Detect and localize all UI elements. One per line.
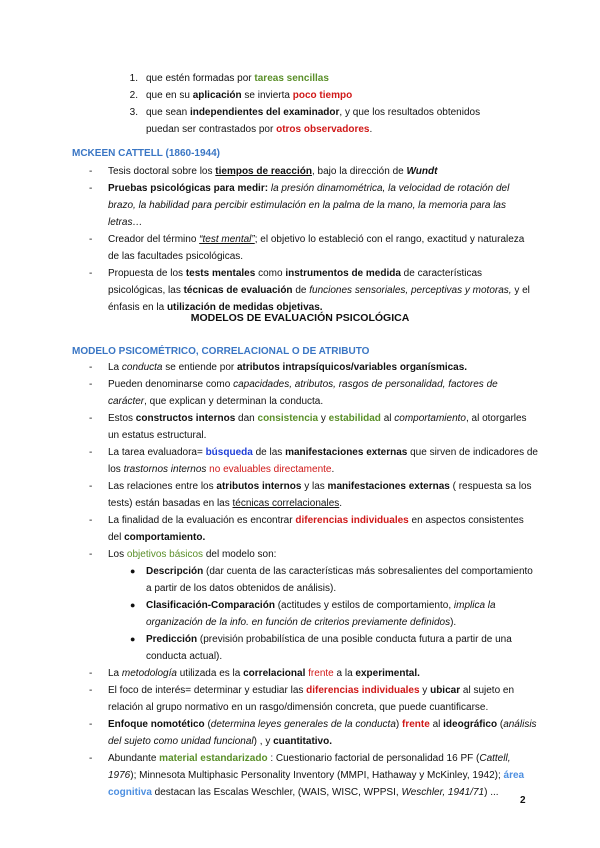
modelo-heading: MODELO PSICOMÉTRICO, CORRELACIONAL O DE ATRIBUTO [72, 346, 370, 357]
document-page: 1. que estén formadas por tareas sencillas 2. que en su aplicación se invierta poco tiempo 3. que sean independientes del examinador, y que los resultados obtenidos puedan ser contrastados por otros observadores. MCKEEN CATTELL (1860-1944) - Tesis doctoral sobre los tiempos de reacción, bajo la dirección de Wundt - Pruebas psicológicas para medir: la presión dinamométrica, la velocidad de rotación del brazo, la habilidad para percibir estimulación en la palma de la mano, la memoria para las letras… - Creador del término “test mental”; el objetivo lo estableció con el rango, exactitud y naturaleza de las facultades psicológicas. - Propuesta de los tests mentales como instrumentos de medida de características psicológicas, las técnicas de evaluación de funciones sensoriales, perceptivas y motoras, y el énfasis en la utilización de medidas objetivas. MODELOS DE EVALUACIÓN PSICOLÓGICA MODELO PSICOMÉTRICO, CORRELACIONAL O DE ATRIBUTO - La conducta se entiende por atributos intrapsíquicos/variables organísmicas. - Pueden denominarse como capacidades, atributos, rasgos de personalidad, factores de carácter, que explican y determinan la conducta. - Estos constructos internos dan consistencia y estabilidad al comportamiento, al otorgarles un estatus estructural. - La tarea evaluadora= búsqueda de las manifestaciones externas que sirven de indicadores de los trastornos internos no evaluables directamente. - Las relaciones entre los atributos internos y las manifestaciones externas ( respuesta sa los tests) están basadas en las técnicas correlacionales. - La finalidad de la evaluación es encontrar diferencias individuales en aspectos consistentes del comportamiento. - Los objetivos básicos del modelo son: ● Descripción (dar cuenta de las características más sobresalientes del comportamiento a partir de los datos obtenidos de análisis). ● Clasificación-Comparación (actitudes y estilos de comportamiento, implica la organización de la info. en función de criterios previamente definidos). ● Predicción (previsión probabilística de una posible conducta futura a partir de una conducta actual). - La metodología utilizada es la correlacional frente a la experimental. - El foco de interés= determinar y estudiar las diferencias individuales y ubicar al sujeto en relación al grupo normativo en un rasgo/dimensión concreta, que puede cuantificarse. - Enfoque nomotético (determina leyes generales de la conducta) frente al ideográfico (análisis del sujeto como unidad funcional) , y cuantitativo. - Abundante material estandarizado : Cuestionario factorial de personalidad 16 PF (Cattell, 1976); Minnesota Multiphasic Personality Inventory (MMPI, Hathaway y McKinley, 1942); área cognitiva destacan las Escalas Weschler, (WAIS, WISC, WPPSI, Weschler, 1941/71) ... 2 [0, 0, 600, 848]
page-number: 2 [520, 795, 526, 806]
cattell-heading: MCKEEN CATTELL (1860-1944) [72, 148, 220, 159]
section-title: MODELOS DE EVALUACIÓN PSICOLÓGICA [190, 312, 410, 324]
